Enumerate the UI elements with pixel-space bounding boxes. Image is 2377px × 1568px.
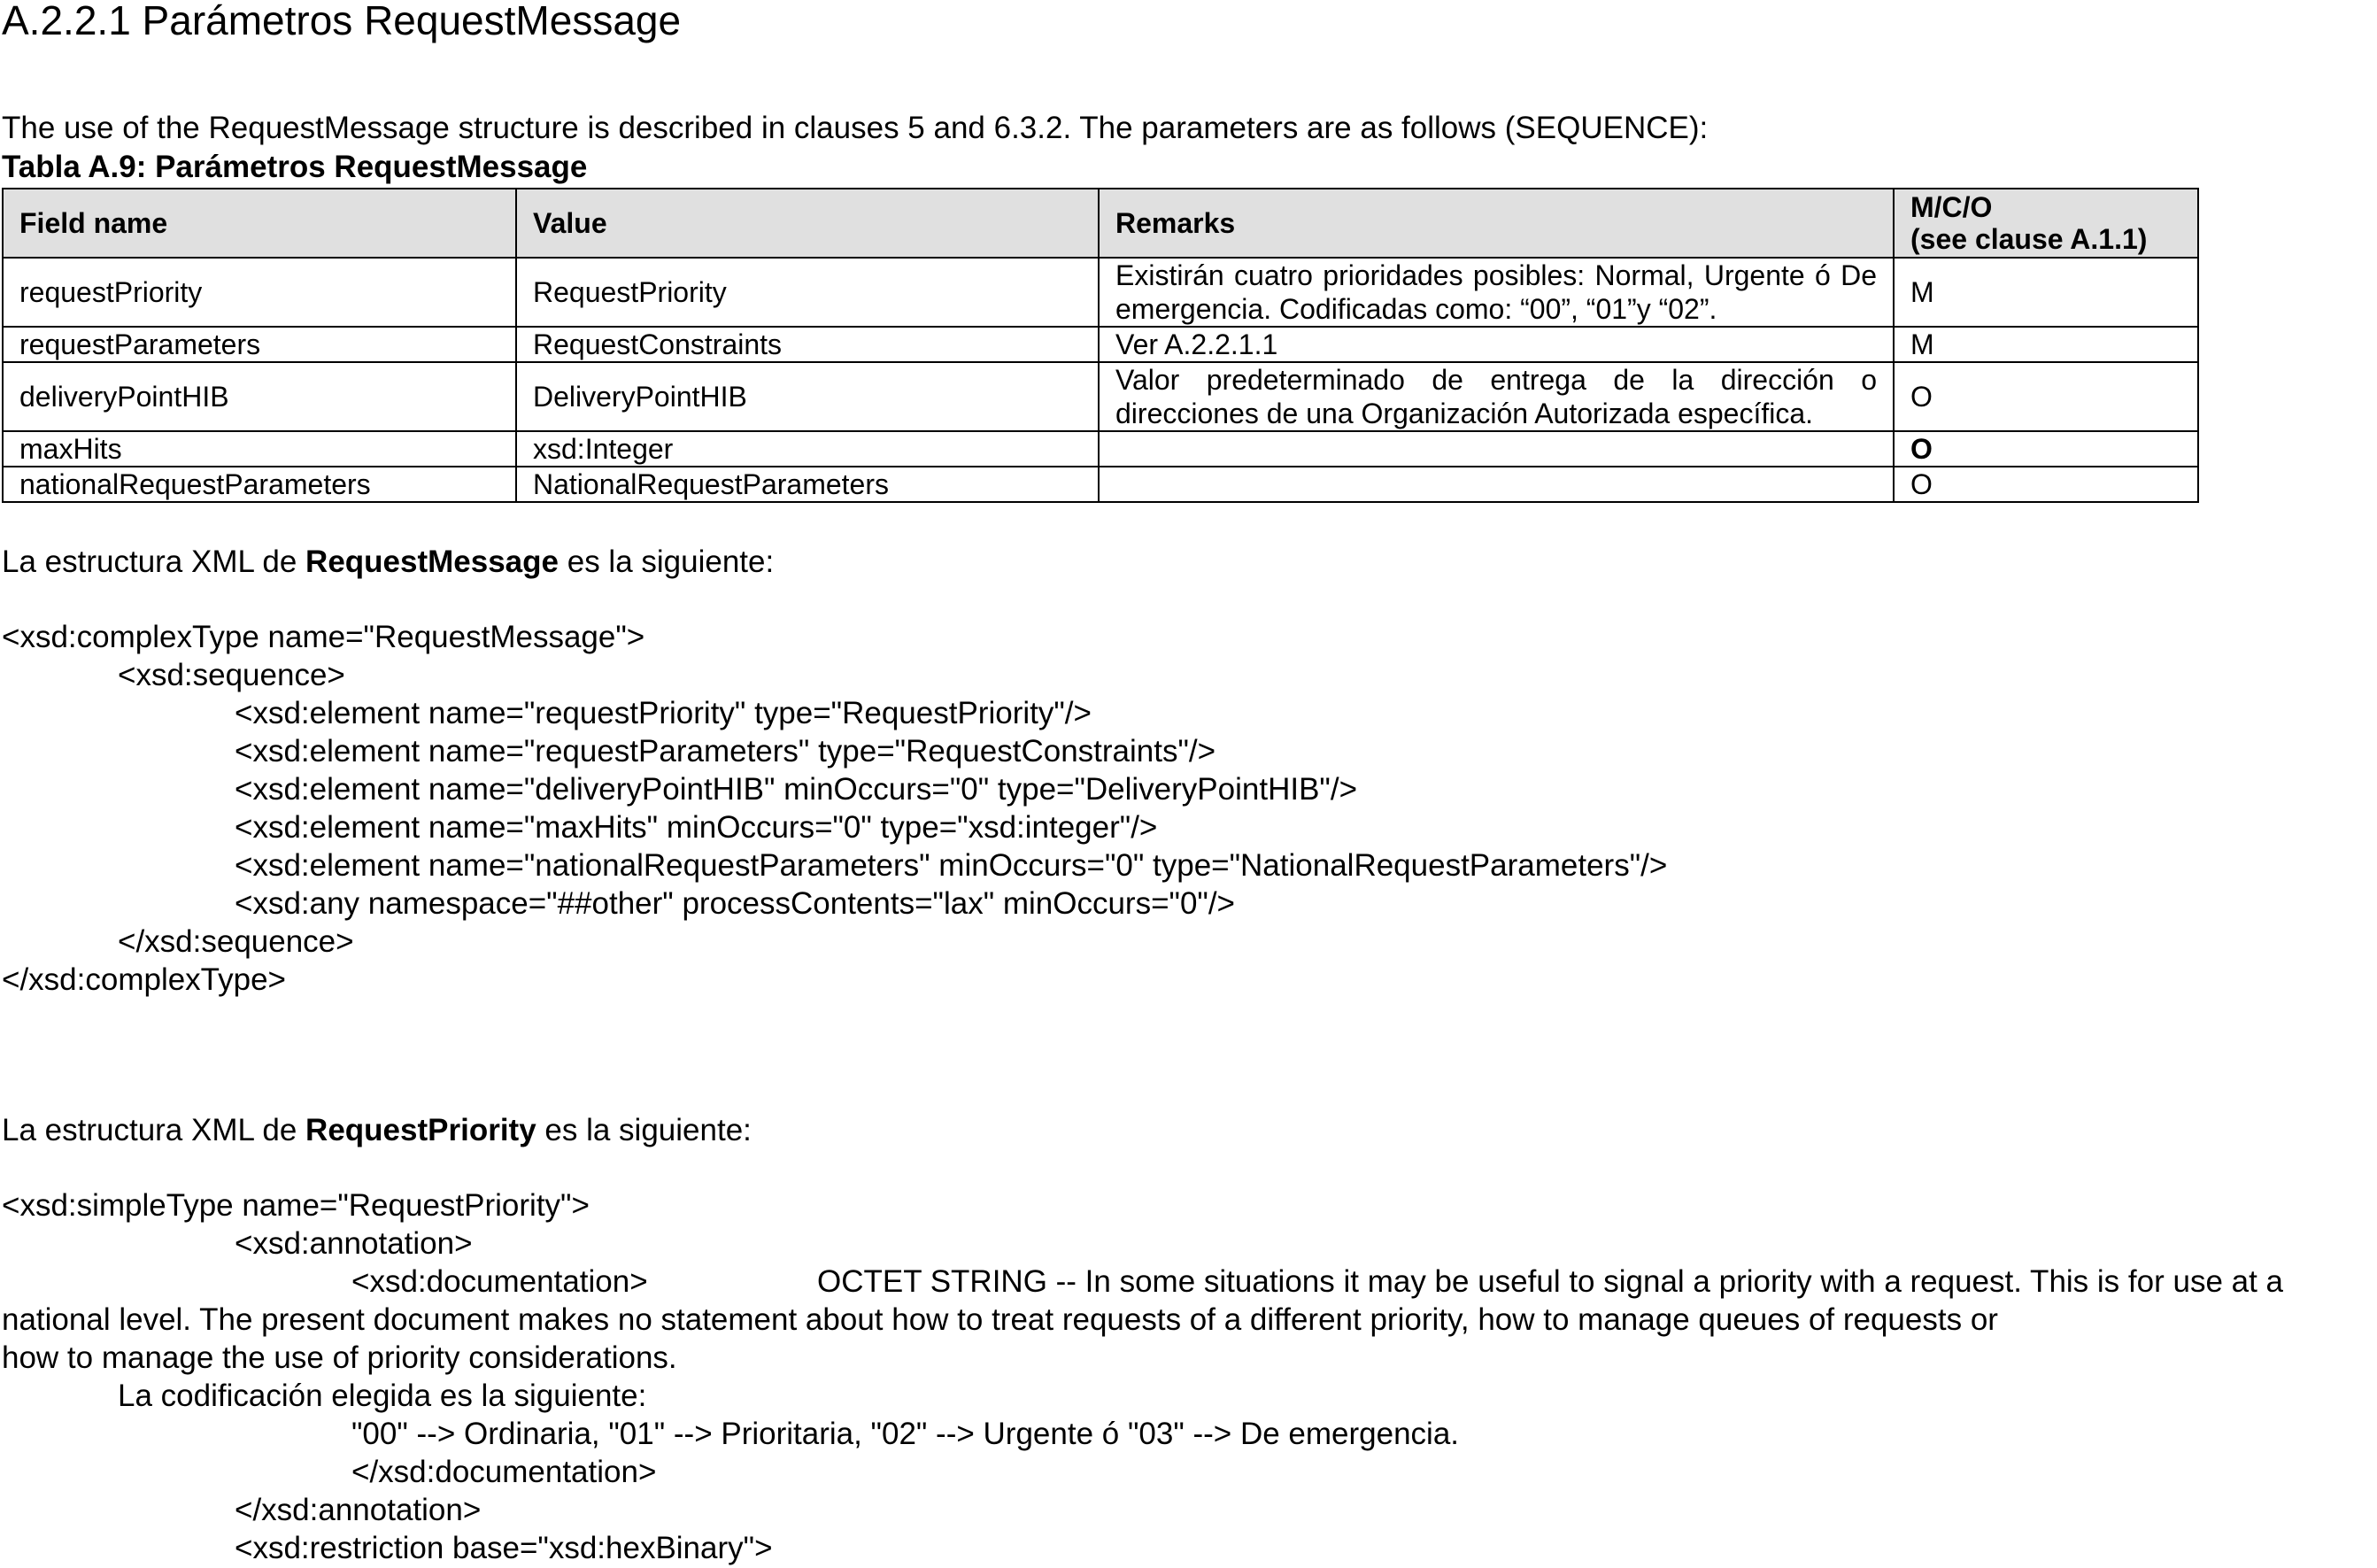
code-line: </xsd:documentation> — [351, 1455, 657, 1489]
code-line: <xsd:element name="requestParameters" type="RequestConstraints"/> — [235, 734, 1216, 769]
code-line: </xsd:complexType> — [2, 962, 286, 997]
code-line: <xsd:element name="nationalRequestParameters" minOccurs="0" type="NationalRequestParameters"/> — [235, 848, 1668, 883]
xml-intro-request-message: La estructura XML de RequestMessage es la siguiente: — [2, 545, 775, 579]
code-line: <xsd:element name="requestPriority" type="RequestPriority"/> — [235, 696, 1092, 730]
cell-value: NationalRequestParameters — [516, 467, 1099, 502]
code-line: <xsd:simpleType name="RequestPriority"> — [2, 1188, 590, 1223]
header-field-name: Field name — [3, 189, 516, 258]
table-row — [3, 467, 2198, 502]
table-row — [3, 258, 2198, 327]
header-mco-line1: M/C/O — [1910, 191, 1993, 223]
cell-value: RequestConstraints — [516, 327, 1099, 362]
cell-field: maxHits — [3, 431, 516, 467]
code-line: La codificación elegida es la siguiente: — [118, 1379, 647, 1413]
cell-mco: O — [1894, 362, 2198, 431]
code-line: <xsd:complexType name="RequestMessage"> — [2, 620, 645, 654]
xml-intro-request-priority: La estructura XML de RequestPriority es la siguiente: — [2, 1113, 752, 1147]
cell-remarks: Valor predeterminado de entrega de la dirección o direcciones de una Organización Autorizada específica. — [1099, 362, 1894, 431]
cell-field: deliveryPointHIB — [3, 362, 516, 431]
header-value: Value — [516, 189, 1099, 258]
intro-paragraph: The use of the RequestMessage structure is described in clauses 5 and 6.3.2. The parameters are as follows (SEQUENCE): — [2, 111, 1709, 145]
cell-field: requestParameters — [3, 327, 516, 362]
cell-value: RequestPriority — [516, 258, 1099, 327]
header-remarks: Remarks — [1099, 189, 1894, 258]
code-line: how to manage the use of priority considerations. — [2, 1340, 677, 1375]
code-line: </xsd:annotation> — [235, 1493, 482, 1527]
code-line: "00" --> Ordinaria, "01" --> Prioritaria, "02" --> Urgente ó "03" --> De emergencia. — [351, 1417, 1460, 1451]
code-line: <xsd:element name="deliveryPointHIB" minOccurs="0" type="DeliveryPointHIB"/> — [235, 772, 1358, 807]
table-caption: Tabla A.9: Parámetros RequestMessage — [2, 150, 588, 184]
table-row — [3, 362, 2198, 431]
cell-remarks — [1099, 467, 1894, 502]
cell-remarks — [1099, 431, 1894, 467]
code-line: <xsd:element name="maxHits" minOccurs="0" type="xsd:integer"/> — [235, 810, 1158, 845]
table-row — [3, 327, 2198, 362]
code-line: <xsd:restriction base="xsd:hexBinary"> — [235, 1531, 773, 1565]
code-line: <xsd:annotation> — [235, 1226, 473, 1261]
cell-remarks: Ver A.2.2.1.1 — [1099, 327, 1894, 362]
section-heading: A.2.2.1 Parámetros RequestMessage — [2, 0, 682, 43]
cell-mco: M — [1894, 327, 2198, 362]
cell-field: requestPriority — [3, 258, 516, 327]
cell-value: DeliveryPointHIB — [516, 362, 1099, 431]
parameters-table — [2, 188, 2199, 503]
table-header-row — [3, 189, 2198, 258]
code-line: OCTET STRING -- In some situations it may be useful to signal a priority with a request. This is for use at a — [817, 1264, 2284, 1299]
cell-field: nationalRequestParameters — [3, 467, 516, 502]
cell-remarks: Existirán cuatro prioridades posibles: Normal, Urgente ó De emergencia. Codificadas como: “00”, “01”y “02”. — [1099, 258, 1894, 327]
table-row — [3, 431, 2198, 467]
code-line: <xsd:sequence> — [118, 658, 345, 692]
header-mco-line2: (see clause A.1.1) — [1910, 223, 2148, 255]
code-line: <xsd:any namespace="##other" processContents="lax" minOccurs="0"/> — [235, 886, 1235, 921]
code-line: national level. The present document makes no statement about how to treat requests of a different priority, how to manage queues of requests or — [2, 1302, 1998, 1337]
code-line: </xsd:sequence> — [118, 924, 354, 959]
cell-mco: O — [1894, 467, 2198, 502]
cell-value: xsd:Integer — [516, 431, 1099, 467]
cell-mco: O — [1894, 431, 2198, 467]
code-line: <xsd:documentation> — [351, 1264, 648, 1299]
cell-mco: M — [1894, 258, 2198, 327]
header-mco — [1894, 189, 2198, 258]
